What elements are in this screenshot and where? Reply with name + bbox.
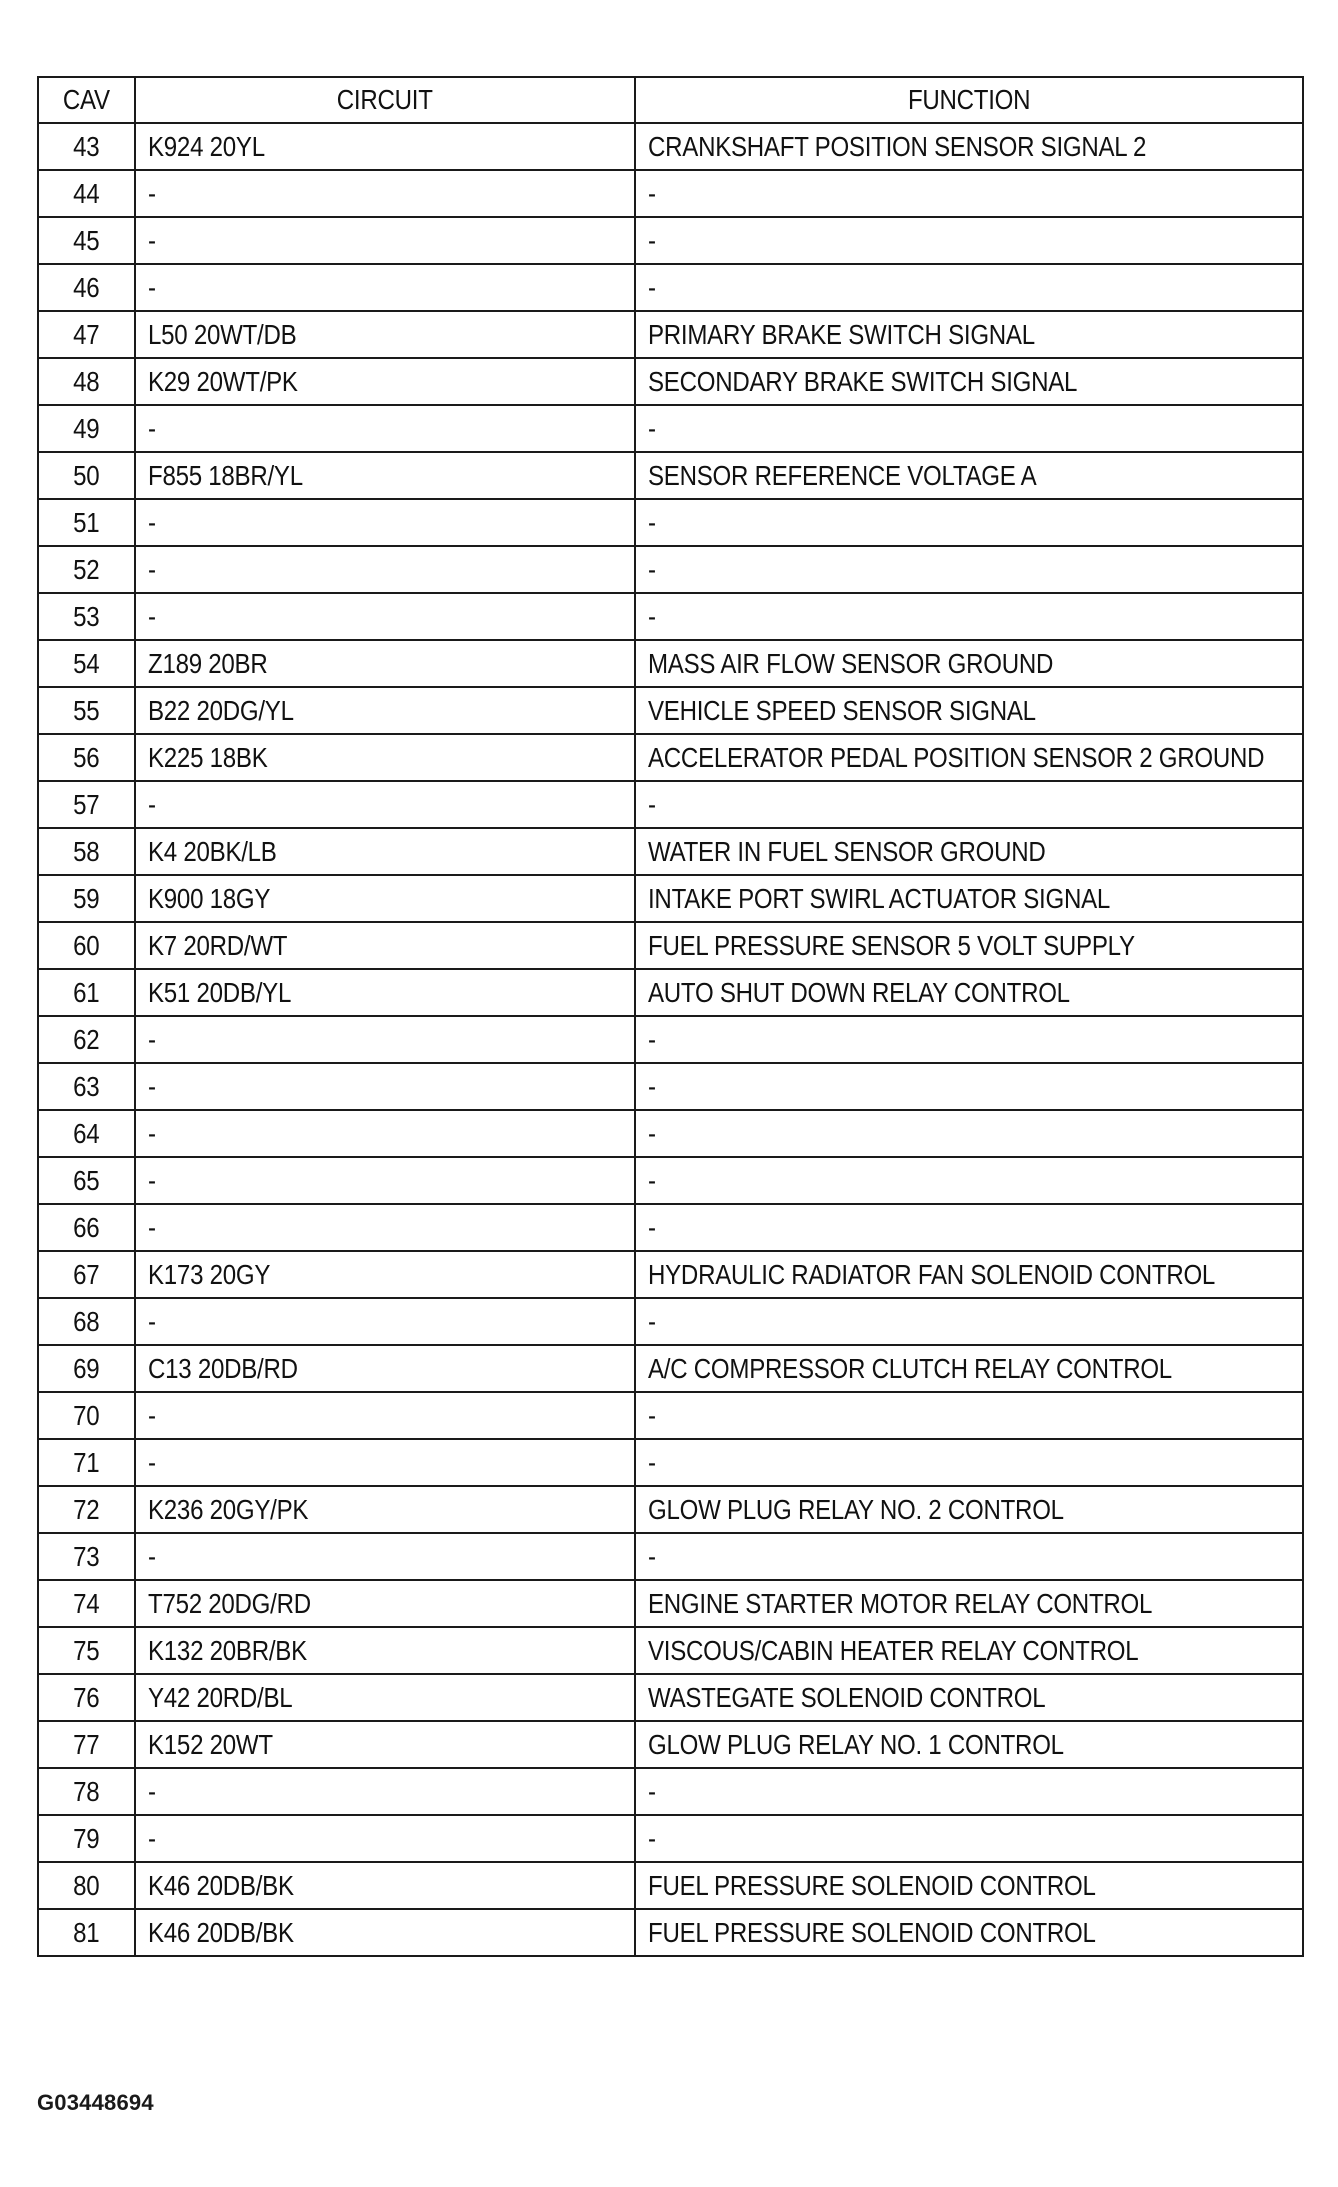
circuit-cell: K236 20GY/PK xyxy=(135,1486,635,1533)
table-row xyxy=(38,264,1303,311)
circuit-cell: K924 20YL xyxy=(135,123,635,170)
circuit-cell: - xyxy=(135,1439,635,1486)
connector-pinout-sheet xyxy=(37,76,1302,1957)
circuit-cell: - xyxy=(135,499,635,546)
circuit-cell: - xyxy=(135,1768,635,1815)
circuit-cell: T752 20DG/RD xyxy=(135,1580,635,1627)
cav-cell: 79 xyxy=(38,1815,135,1862)
function-cell: GLOW PLUG RELAY NO. 1 CONTROL xyxy=(635,1721,1303,1768)
circuit-cell: F855 18BR/YL xyxy=(135,452,635,499)
circuit-cell: K46 20DB/BK xyxy=(135,1909,635,1956)
function-cell: VISCOUS/CABIN HEATER RELAY CONTROL xyxy=(635,1627,1303,1674)
cav-cell: 56 xyxy=(38,734,135,781)
circuit-cell: K51 20DB/YL xyxy=(135,969,635,1016)
function-cell: CRANKSHAFT POSITION SENSOR SIGNAL 2 xyxy=(635,123,1303,170)
table-row xyxy=(38,170,1303,217)
column-header-cav: CAV xyxy=(38,77,135,123)
function-cell: WATER IN FUEL SENSOR GROUND xyxy=(635,828,1303,875)
circuit-cell: - xyxy=(135,781,635,828)
table-row xyxy=(38,358,1303,405)
cav-cell: 69 xyxy=(38,1345,135,1392)
table-row xyxy=(38,1815,1303,1862)
table-row xyxy=(38,1768,1303,1815)
circuit-cell: - xyxy=(135,1815,635,1862)
cav-cell: 70 xyxy=(38,1392,135,1439)
table-row xyxy=(38,1251,1303,1298)
circuit-cell: K900 18GY xyxy=(135,875,635,922)
table-row xyxy=(38,828,1303,875)
function-cell: - xyxy=(635,1768,1303,1815)
cav-cell: 53 xyxy=(38,593,135,640)
table-row xyxy=(38,781,1303,828)
table-row xyxy=(38,593,1303,640)
function-cell: - xyxy=(635,1533,1303,1580)
table-row xyxy=(38,1909,1303,1956)
cav-cell: 61 xyxy=(38,969,135,1016)
table-row xyxy=(38,1298,1303,1345)
cav-cell: 46 xyxy=(38,264,135,311)
cav-cell: 52 xyxy=(38,546,135,593)
function-cell: SENSOR REFERENCE VOLTAGE A xyxy=(635,452,1303,499)
cav-cell: 60 xyxy=(38,922,135,969)
figure-id-label: G03448694 xyxy=(37,2090,154,2115)
column-header-function: FUNCTION xyxy=(635,77,1303,123)
circuit-cell: - xyxy=(135,217,635,264)
circuit-cell: K46 20DB/BK xyxy=(135,1862,635,1909)
circuit-cell: Y42 20RD/BL xyxy=(135,1674,635,1721)
function-cell: FUEL PRESSURE SOLENOID CONTROL xyxy=(635,1862,1303,1909)
cav-cell: 44 xyxy=(38,170,135,217)
cav-cell: 51 xyxy=(38,499,135,546)
function-cell: - xyxy=(635,405,1303,452)
circuit-cell: - xyxy=(135,546,635,593)
table-body xyxy=(38,123,1303,1956)
function-cell: - xyxy=(635,1204,1303,1251)
cav-cell: 63 xyxy=(38,1063,135,1110)
function-cell: - xyxy=(635,781,1303,828)
table-row xyxy=(38,1204,1303,1251)
table-header-row xyxy=(38,77,1303,123)
cav-cell: 50 xyxy=(38,452,135,499)
table-row xyxy=(38,1580,1303,1627)
function-cell: - xyxy=(635,1815,1303,1862)
table-row xyxy=(38,1627,1303,1674)
circuit-cell: - xyxy=(135,1110,635,1157)
cav-cell: 77 xyxy=(38,1721,135,1768)
function-cell: ACCELERATOR PEDAL POSITION SENSOR 2 GROUND xyxy=(635,734,1303,781)
function-cell: - xyxy=(635,1016,1303,1063)
function-cell: A/C COMPRESSOR CLUTCH RELAY CONTROL xyxy=(635,1345,1303,1392)
table-row xyxy=(38,311,1303,358)
cav-cell: 57 xyxy=(38,781,135,828)
table-row xyxy=(38,640,1303,687)
function-cell: SECONDARY BRAKE SWITCH SIGNAL xyxy=(635,358,1303,405)
cav-cell: 47 xyxy=(38,311,135,358)
cav-cell: 66 xyxy=(38,1204,135,1251)
table-row xyxy=(38,123,1303,170)
circuit-cell: K152 20WT xyxy=(135,1721,635,1768)
table-row xyxy=(38,1345,1303,1392)
table-row xyxy=(38,405,1303,452)
function-cell: VEHICLE SPEED SENSOR SIGNAL xyxy=(635,687,1303,734)
function-cell: FUEL PRESSURE SENSOR 5 VOLT SUPPLY xyxy=(635,922,1303,969)
circuit-cell: K29 20WT/PK xyxy=(135,358,635,405)
table-row xyxy=(38,1110,1303,1157)
function-cell: - xyxy=(635,1063,1303,1110)
circuit-cell: K173 20GY xyxy=(135,1251,635,1298)
circuit-cell: K4 20BK/LB xyxy=(135,828,635,875)
circuit-cell: B22 20DG/YL xyxy=(135,687,635,734)
function-cell: - xyxy=(635,1157,1303,1204)
function-cell: MASS AIR FLOW SENSOR GROUND xyxy=(635,640,1303,687)
cav-cell: 67 xyxy=(38,1251,135,1298)
circuit-cell: - xyxy=(135,1533,635,1580)
circuit-cell: - xyxy=(135,1016,635,1063)
table-row xyxy=(38,1533,1303,1580)
cav-cell: 58 xyxy=(38,828,135,875)
function-cell: PRIMARY BRAKE SWITCH SIGNAL xyxy=(635,311,1303,358)
cav-cell: 81 xyxy=(38,1909,135,1956)
cav-cell: 76 xyxy=(38,1674,135,1721)
circuit-cell: - xyxy=(135,264,635,311)
cav-cell: 72 xyxy=(38,1486,135,1533)
circuit-cell: Z189 20BR xyxy=(135,640,635,687)
circuit-cell: K132 20BR/BK xyxy=(135,1627,635,1674)
table-row xyxy=(38,1439,1303,1486)
table-row xyxy=(38,734,1303,781)
function-cell: WASTEGATE SOLENOID CONTROL xyxy=(635,1674,1303,1721)
function-cell: - xyxy=(635,1298,1303,1345)
cav-cell: 73 xyxy=(38,1533,135,1580)
function-cell: HYDRAULIC RADIATOR FAN SOLENOID CONTROL xyxy=(635,1251,1303,1298)
cav-cell: 65 xyxy=(38,1157,135,1204)
cav-cell: 49 xyxy=(38,405,135,452)
function-cell: - xyxy=(635,499,1303,546)
circuit-cell: - xyxy=(135,1157,635,1204)
table-row xyxy=(38,1157,1303,1204)
cav-cell: 75 xyxy=(38,1627,135,1674)
table-row xyxy=(38,1721,1303,1768)
cav-cell: 64 xyxy=(38,1110,135,1157)
function-cell: GLOW PLUG RELAY NO. 2 CONTROL xyxy=(635,1486,1303,1533)
circuit-cell: - xyxy=(135,593,635,640)
cav-cell: 71 xyxy=(38,1439,135,1486)
table-row xyxy=(38,546,1303,593)
circuit-cell: C13 20DB/RD xyxy=(135,1345,635,1392)
cav-cell: 43 xyxy=(38,123,135,170)
table-row xyxy=(38,922,1303,969)
function-cell: - xyxy=(635,217,1303,264)
connector-pinout-table xyxy=(37,76,1304,1957)
cav-cell: 62 xyxy=(38,1016,135,1063)
table-row xyxy=(38,969,1303,1016)
function-cell: - xyxy=(635,170,1303,217)
cav-cell: 80 xyxy=(38,1862,135,1909)
cav-cell: 59 xyxy=(38,875,135,922)
circuit-cell: - xyxy=(135,1204,635,1251)
function-cell: - xyxy=(635,1110,1303,1157)
cav-cell: 78 xyxy=(38,1768,135,1815)
function-cell: ENGINE STARTER MOTOR RELAY CONTROL xyxy=(635,1580,1303,1627)
table-row xyxy=(38,1862,1303,1909)
table-row xyxy=(38,1392,1303,1439)
table-row xyxy=(38,1016,1303,1063)
table-row xyxy=(38,1486,1303,1533)
cav-cell: 48 xyxy=(38,358,135,405)
table-row xyxy=(38,875,1303,922)
circuit-cell: - xyxy=(135,170,635,217)
table-row xyxy=(38,687,1303,734)
function-cell: - xyxy=(635,546,1303,593)
circuit-cell: K7 20RD/WT xyxy=(135,922,635,969)
table-row xyxy=(38,1674,1303,1721)
function-cell: - xyxy=(635,264,1303,311)
circuit-cell: - xyxy=(135,405,635,452)
circuit-cell: L50 20WT/DB xyxy=(135,311,635,358)
function-cell: - xyxy=(635,1392,1303,1439)
cav-cell: 74 xyxy=(38,1580,135,1627)
table-row xyxy=(38,499,1303,546)
circuit-cell: - xyxy=(135,1063,635,1110)
table-row xyxy=(38,217,1303,264)
function-cell: - xyxy=(635,593,1303,640)
function-cell: - xyxy=(635,1439,1303,1486)
function-cell: INTAKE PORT SWIRL ACTUATOR SIGNAL xyxy=(635,875,1303,922)
circuit-cell: - xyxy=(135,1298,635,1345)
table-row xyxy=(38,1063,1303,1110)
cav-cell: 45 xyxy=(38,217,135,264)
cav-cell: 55 xyxy=(38,687,135,734)
circuit-cell: - xyxy=(135,1392,635,1439)
cav-cell: 54 xyxy=(38,640,135,687)
function-cell: AUTO SHUT DOWN RELAY CONTROL xyxy=(635,969,1303,1016)
column-header-circuit: CIRCUIT xyxy=(135,77,635,123)
function-cell: FUEL PRESSURE SOLENOID CONTROL xyxy=(635,1909,1303,1956)
table-row xyxy=(38,452,1303,499)
circuit-cell: K225 18BK xyxy=(135,734,635,781)
cav-cell: 68 xyxy=(38,1298,135,1345)
